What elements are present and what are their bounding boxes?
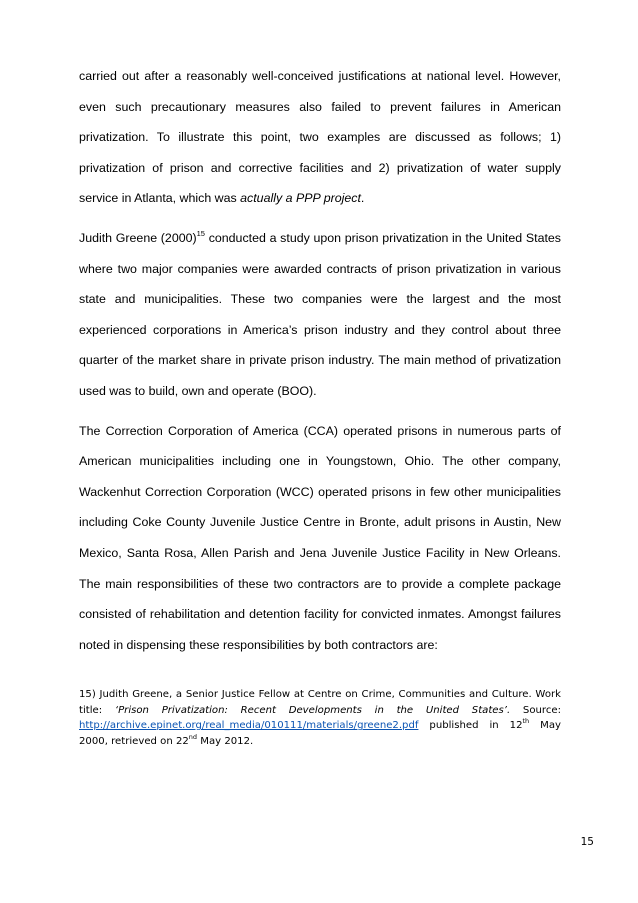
paragraph-cca-wcc bbox=[79, 416, 561, 661]
footnote-published-text: published in 12 bbox=[418, 720, 523, 732]
page-number: 15 bbox=[580, 836, 594, 848]
ordinal-suffix: nd bbox=[188, 732, 198, 741]
paragraph-text: The Correction Corporation of America (CCA) operated prisons in numerous parts of American municipalities including one in Youngstown, Ohio. The other company, Wackenhut Correction Corporation (WCC) operated prisons in few other municipalities including Coke County Juvenile Justice Centre in Bronte, adult prisons in Austin, New Mexico, Santa Rosa, Allen Parish and Jena Juvenile Justice Facility in New Orleans. The main responsibilities of these two contractors are to provide a complete package consisted of rehabilitation and detention facility for convicted inmates. Amongst failures noted in dispensing these responsibilities by both contractors are: bbox=[79, 423, 561, 652]
emphasis-text: actually a PPP project bbox=[240, 191, 361, 206]
footnote-work-title: ‘Prison Privatization: Recent Developments in the United States’. bbox=[114, 704, 511, 716]
document-body bbox=[79, 61, 561, 669]
paragraph-text: conducted a study upon prison privatization in the United States where two major companies were awarded contracts of prison privatization in various state and municipalities. These two companies were the largest and the most experienced corporations in America’s prison industry and they control about three quarter of the market share in private prison industry. The main method of privatization used was to build, own and operate (BOO). bbox=[79, 230, 561, 398]
paragraph-end: . bbox=[360, 191, 365, 206]
paragraph-privatization-intro bbox=[79, 61, 561, 214]
footnote-source-link[interactable]: http://archive.epinet.org/real_media/010111/materials/greene2.pdf bbox=[79, 720, 419, 732]
footnote-source-label: Source: bbox=[510, 704, 561, 716]
footnote-retrieved-text: May 2000, retrieved on 22 bbox=[79, 720, 562, 747]
footnote-end-text: May 2012. bbox=[197, 735, 254, 747]
ordinal-suffix: th bbox=[522, 717, 530, 726]
footnote-reference[interactable]: 15 bbox=[196, 228, 205, 238]
paragraph-greene-study bbox=[79, 223, 561, 407]
paragraph-lead: Judith Greene (2000) bbox=[79, 230, 197, 245]
paragraph-text: carried out after a reasonably well-conceived justifications at national level. However, even such precautionary measures also failed to prevent failures in American privatization. To illustrate this point, two examples are discussed as follows; 1) privatization of prison and corrective facilities and 2) privatization of water supply service in Atlanta, which was bbox=[79, 69, 561, 206]
footnote-lead: 15) Judith Greene, a Senior Justice Fellow at Centre on Crime, Communities and Culture. Work title: bbox=[79, 689, 561, 716]
footnote bbox=[79, 687, 561, 749]
